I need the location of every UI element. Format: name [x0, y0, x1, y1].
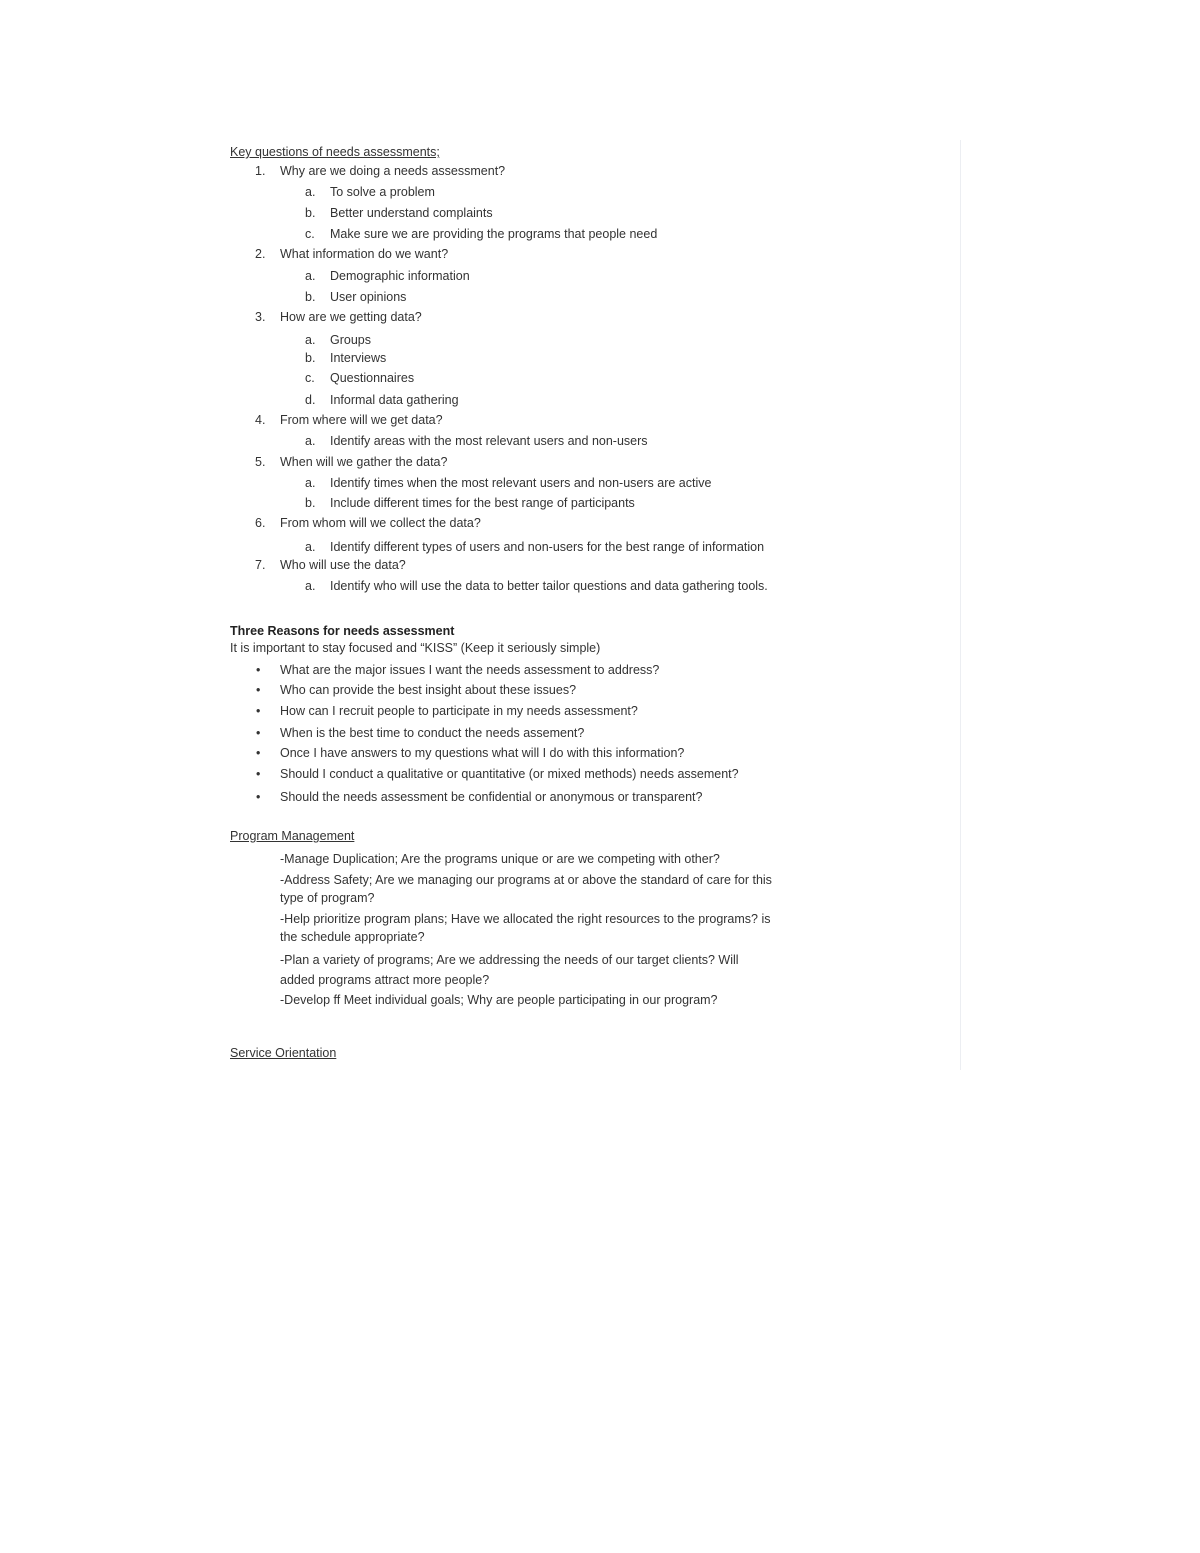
bullet-marker: • [256, 704, 261, 718]
program-management-line: -Develop ff Meet individual goals; Why are people participating in our program? [280, 993, 718, 1007]
question-number: 5. [255, 455, 266, 469]
question-number: 6. [255, 516, 266, 530]
question-text: How are we getting data? [280, 310, 422, 324]
program-management-line: -Manage Duplication; Are the programs unique or are we competing with other? [280, 852, 720, 866]
section-heading-service-orientation: Service Orientation [230, 1046, 337, 1060]
question-text: From where will we get data? [280, 413, 443, 427]
sub-item-marker: b. [305, 496, 316, 510]
section-intro: It is important to stay focused and “KISS” (Keep it seriously simple) [230, 641, 601, 655]
program-management-line: -Plan a variety of programs; Are we addressing the needs of our target clients? Will [280, 953, 739, 967]
bullet-marker: • [256, 746, 261, 760]
bullet-marker: • [256, 790, 261, 804]
bullet-text: How can I recruit people to participate in my needs assessment? [280, 704, 638, 718]
section-heading-program-management: Program Management [230, 829, 355, 843]
sub-item-text: Questionnaires [330, 371, 415, 385]
bullet-text: Should I conduct a qualitative or quantitative (or mixed methods) needs assement? [280, 767, 739, 781]
sub-item-text: Informal data gathering [330, 393, 459, 407]
question-text: From whom will we collect the data? [280, 516, 481, 530]
sub-item-marker: b. [305, 206, 316, 220]
sub-item-text: Interviews [330, 351, 387, 365]
bullet-text: Should the needs assessment be confidential or anonymous or transparent? [280, 790, 703, 804]
sub-item-marker: a. [305, 434, 316, 448]
program-management-line: type of program? [280, 891, 375, 905]
bullet-marker: • [256, 767, 261, 781]
section-heading-three-reasons: Three Reasons for needs assessment [230, 624, 455, 638]
question-text: When will we gather the data? [280, 455, 448, 469]
question-number: 3. [255, 310, 266, 324]
program-management-line: -Address Safety; Are we managing our programs at or above the standard of care for this [280, 873, 772, 887]
question-number: 4. [255, 413, 266, 427]
question-number: 7. [255, 558, 266, 572]
program-management-line: the schedule appropriate? [280, 930, 425, 944]
sub-item-text: Identify times when the most relevant users and non-users are active [330, 476, 712, 490]
sub-item-text: Make sure we are providing the programs that people need [330, 227, 658, 241]
sub-item-text: User opinions [330, 290, 407, 304]
bullet-marker: • [256, 726, 261, 740]
question-number: 1. [255, 164, 266, 178]
program-management-line: added programs attract more people? [280, 973, 490, 987]
bullet-text: Once I have answers to my questions what will I do with this information? [280, 746, 685, 760]
sub-item-text: Identify who will use the data to better tailor questions and data gathering tools. [330, 579, 768, 593]
sub-item-marker: b. [305, 290, 316, 304]
sub-item-text: Groups [330, 333, 371, 347]
sub-item-marker: a. [305, 540, 316, 554]
sub-item-marker: a. [305, 579, 316, 593]
bullet-marker: • [256, 663, 261, 677]
bullet-marker: • [256, 683, 261, 697]
question-text: Why are we doing a needs assessment? [280, 164, 506, 178]
sub-item-text: Identify areas with the most relevant users and non-users [330, 434, 648, 448]
sub-item-marker: c. [305, 227, 315, 241]
sub-item-text: Identify different types of users and non-users for the best range of information [330, 540, 765, 554]
section-heading-key-questions: Key questions of needs assessments; [230, 145, 440, 159]
sub-item-marker: a. [305, 269, 316, 283]
program-management-line: -Help prioritize program plans; Have we allocated the right resources to the programs? is [280, 912, 771, 926]
sub-item-marker: d. [305, 393, 316, 407]
question-text: What information do we want? [280, 247, 449, 261]
question-text: Who will use the data? [280, 558, 406, 572]
sub-item-text: To solve a problem [330, 185, 435, 199]
sub-item-marker: b. [305, 351, 316, 365]
bullet-text: What are the major issues I want the needs assessment to address? [280, 663, 660, 677]
sub-item-marker: c. [305, 371, 315, 385]
sub-item-marker: a. [305, 476, 316, 490]
bullet-text: Who can provide the best insight about these issues? [280, 683, 577, 697]
sub-item-marker: a. [305, 333, 316, 347]
bullet-text: When is the best time to conduct the needs assement? [280, 726, 585, 740]
sub-item-text: Include different times for the best range of participants [330, 496, 635, 510]
sub-item-text: Better understand complaints [330, 206, 493, 220]
sub-item-text: Demographic information [330, 269, 470, 283]
question-number: 2. [255, 247, 266, 261]
page-margin-divider [960, 140, 961, 1070]
sub-item-marker: a. [305, 185, 316, 199]
